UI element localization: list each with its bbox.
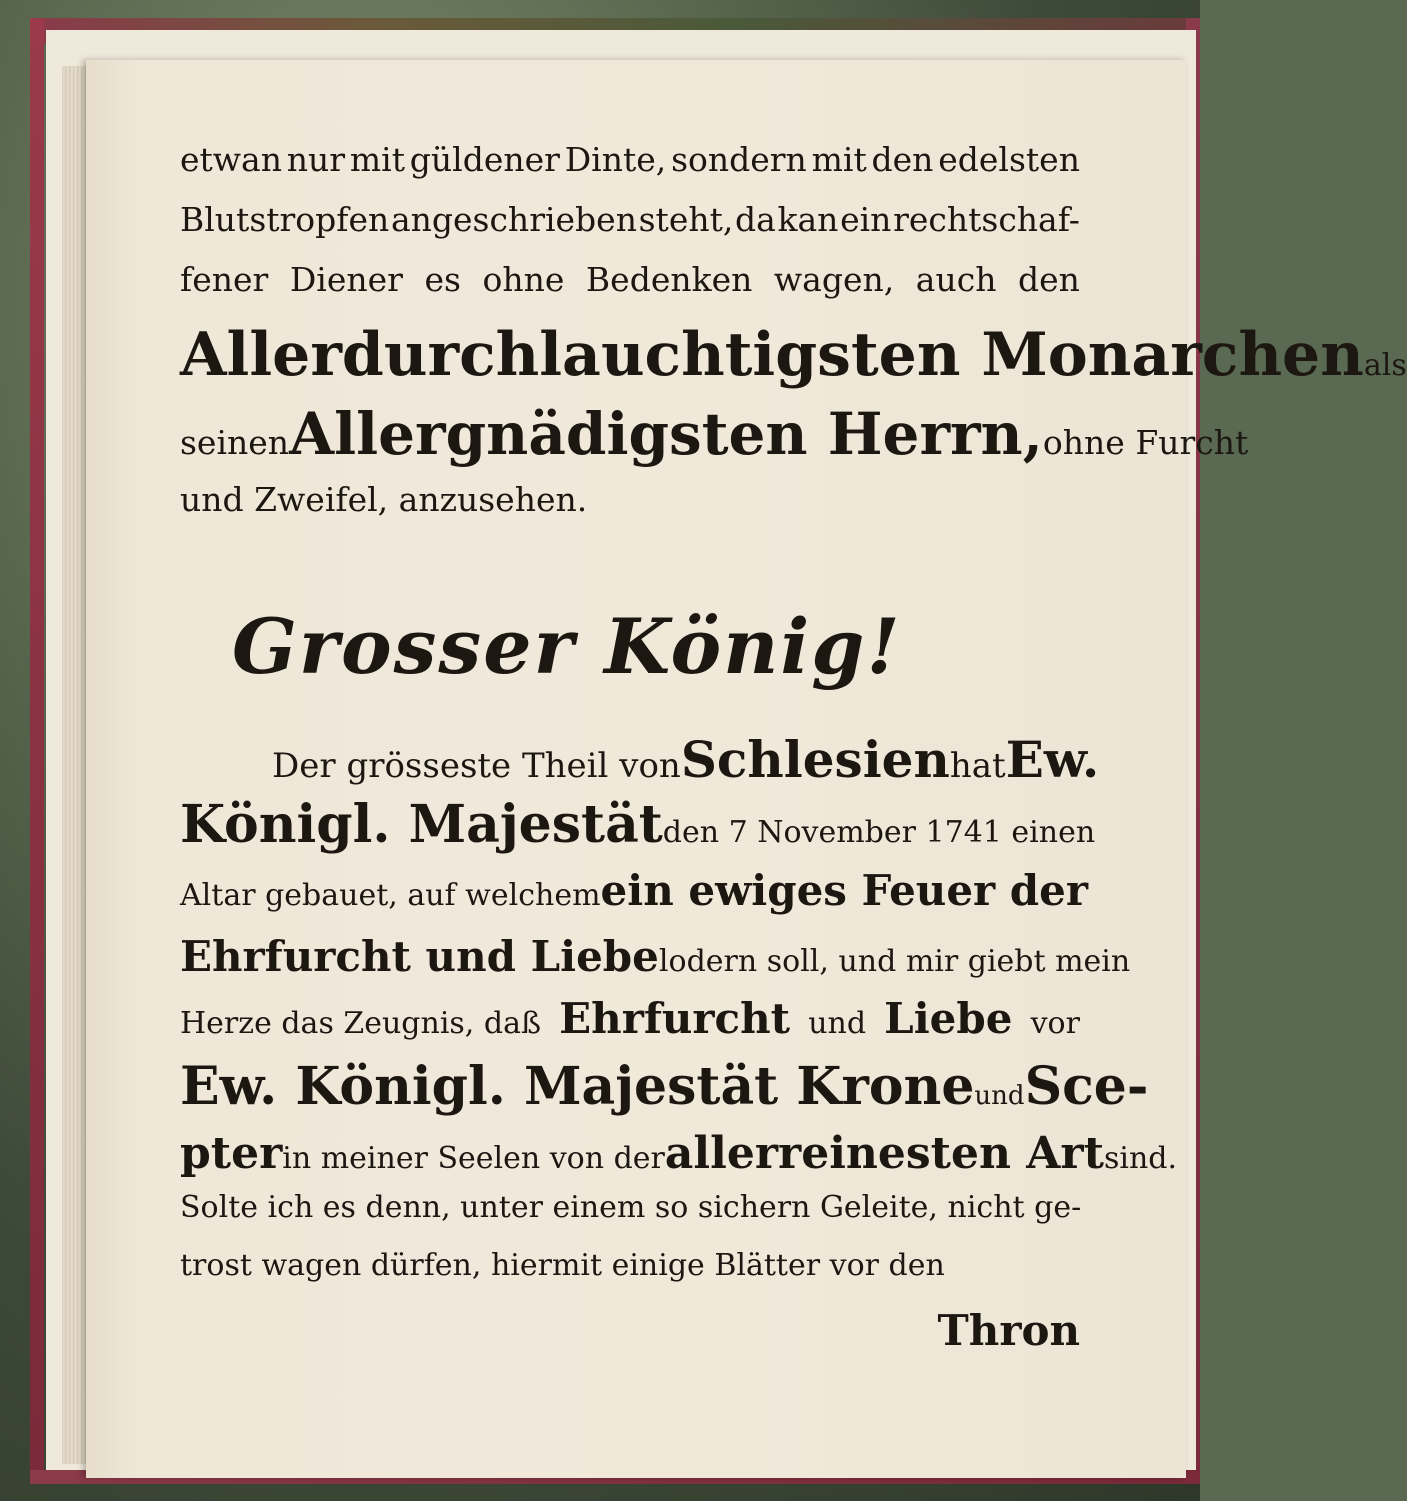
- text-line: [180, 200, 1080, 260]
- word: den: [1017, 260, 1080, 299]
- text-line: [180, 866, 1089, 932]
- word: etwan: [180, 140, 282, 179]
- emphasis-text: Ew.: [1005, 730, 1100, 789]
- word: seinen: [180, 423, 290, 462]
- line-text: Solte ich es denn, unter einem so sichern Geleite, nicht ge-: [180, 1190, 1082, 1225]
- text-line: [180, 140, 1080, 200]
- emphasis-text: Sce-: [1024, 1056, 1149, 1117]
- text-line: [180, 794, 1096, 866]
- word: ohne Furcht: [1042, 423, 1249, 462]
- word: und: [808, 1006, 867, 1041]
- word: es: [424, 260, 461, 299]
- text-line: [180, 480, 1080, 540]
- word: fener: [180, 260, 269, 299]
- line-text: trost wagen dürfen, hiermit einige Blätter vor den: [180, 1248, 945, 1283]
- word: mit: [349, 140, 405, 179]
- text-line: [180, 400, 1249, 480]
- line-text: lodern soll, und mir giebt mein: [658, 944, 1131, 979]
- line-text: Herze das Zeugnis, daß: [180, 1006, 542, 1041]
- word: steht,: [638, 200, 734, 239]
- text-line: [180, 1248, 1080, 1306]
- word: Diener: [289, 260, 403, 299]
- text-line: [180, 932, 1131, 994]
- word: rechtschaf-: [893, 200, 1080, 239]
- text-line: [180, 1056, 1149, 1128]
- word: sondern: [671, 140, 807, 179]
- word: sind.: [1103, 1141, 1178, 1176]
- cover-edge-left: [30, 18, 44, 1478]
- text-line: [180, 1128, 1178, 1190]
- word: den: [871, 140, 934, 179]
- word: nur: [286, 140, 346, 179]
- word: da: [735, 200, 776, 239]
- line-text: in meiner Seelen von der: [282, 1141, 665, 1176]
- word: kan: [777, 200, 839, 239]
- emphasis-text: Schlesien: [680, 730, 950, 789]
- word: als: [1363, 348, 1407, 383]
- word: Dinte,: [564, 140, 667, 179]
- paragraph-2: [180, 730, 1178, 1366]
- text-line: [180, 994, 1080, 1056]
- word: ein: [840, 200, 892, 239]
- word: güldener: [409, 140, 560, 179]
- word: Blutstropfen: [180, 200, 390, 239]
- paragraph-1: [180, 140, 1407, 540]
- word: auch: [915, 260, 997, 299]
- word: ohne: [482, 260, 565, 299]
- word: mit: [811, 140, 867, 179]
- section-heading: Grosser König!: [232, 602, 902, 691]
- line-text: den 7 November 1741 einen: [662, 815, 1096, 850]
- word: angeschrieben: [390, 200, 637, 239]
- text-line: [180, 260, 1080, 320]
- word: wagen,: [773, 260, 895, 299]
- line-text: und Zweifel, anzusehen.: [180, 480, 588, 519]
- page-text: [180, 140, 1407, 1366]
- word: hat: [949, 746, 1006, 786]
- emphasis-text: Ehrfurcht: [559, 994, 791, 1043]
- emphasis-text: Allergnädigsten Herrn,: [289, 400, 1043, 468]
- text-line: [180, 730, 1100, 794]
- word: Bedenken: [585, 260, 753, 299]
- emphasis-text: Ew. Königl. Majestät Krone: [180, 1056, 975, 1117]
- text-line: [180, 1190, 1080, 1248]
- catchword: Thron: [937, 1306, 1080, 1355]
- emphasis-text: allerreinesten Art: [664, 1128, 1104, 1179]
- line-text: Altar gebauet, auf welchem: [180, 878, 601, 913]
- emphasis-text: Liebe: [884, 994, 1013, 1043]
- emphasis-text: pter: [180, 1128, 283, 1179]
- word: vor: [1030, 1006, 1080, 1041]
- text-line: [180, 320, 1407, 400]
- line-text: Der grösseste Theil von: [272, 746, 681, 786]
- word: und: [974, 1081, 1025, 1111]
- word: edelsten: [938, 140, 1080, 179]
- emphasis-text: ein ewiges Feuer der: [600, 866, 1089, 915]
- emphasis-text: Ehrfurcht und Liebe: [180, 932, 659, 981]
- emphasis-text: Königl. Majestät: [180, 794, 663, 855]
- emphasis-text: Allerdurchlauchtigsten Monarchen: [180, 320, 1364, 390]
